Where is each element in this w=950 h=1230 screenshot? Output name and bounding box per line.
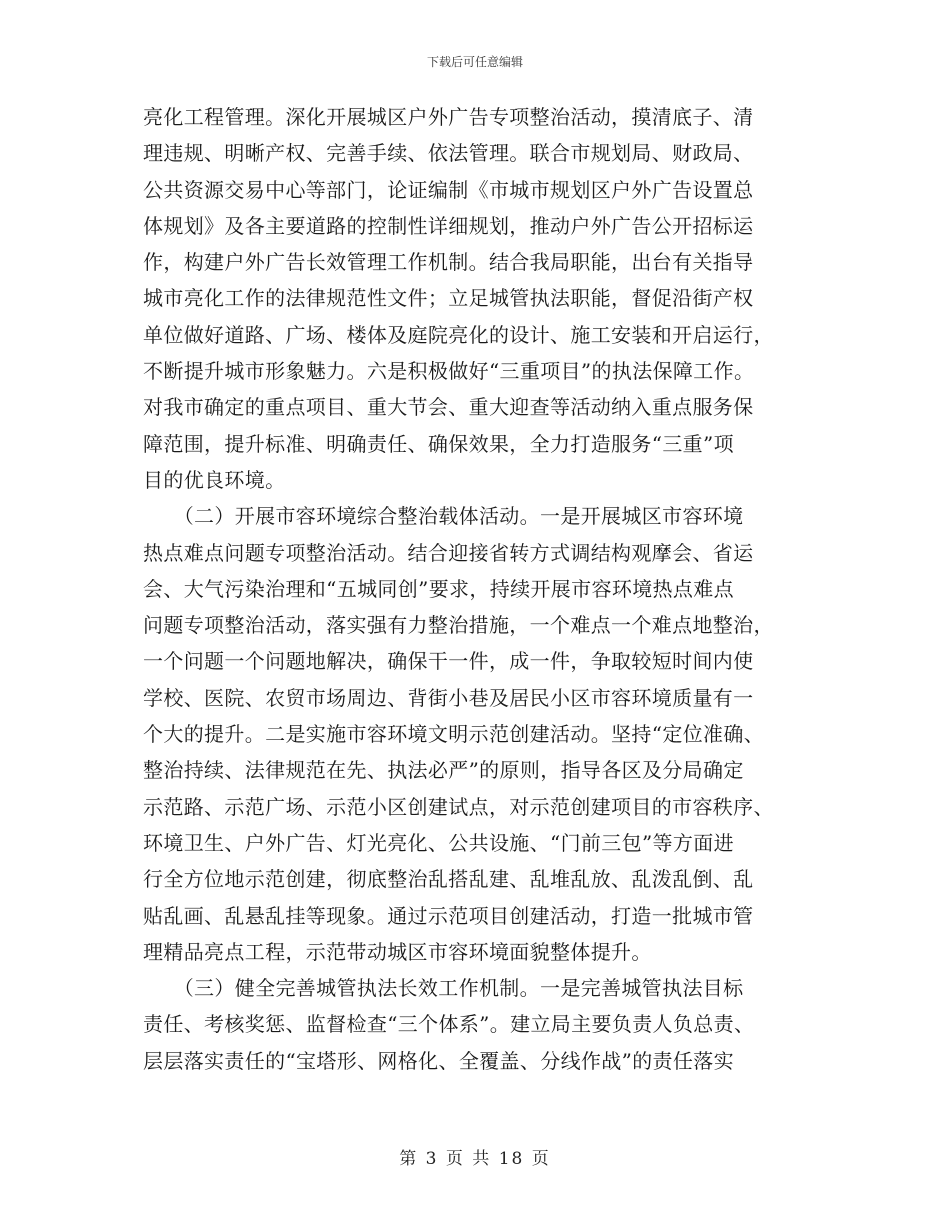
text-line: 单位做好道路、广场、楼体及庭院亮化的设计、施工安装和开启运行， <box>143 322 774 347</box>
text-line: 公共资源交易中心等部门，论证编制《市城市规划区户外广告设置总 <box>143 177 754 202</box>
paragraph-section-two <box>143 498 808 970</box>
text-line: 会、大气污染治理和“五城同创”要求，持续开展市容环境热点难点 <box>143 576 734 601</box>
text-line: 亮化工程管理。深化开展城区户外广告专项整治活动，摸清底子、清 <box>143 105 754 129</box>
text-line: 对我市确定的重点项目、重大节会、重大迎查等活动纳入重点服务保 <box>143 395 754 420</box>
text-line: 责任、考核奖惩、监督检查“三个体系”。建立局主要负责人负总责、 <box>143 1012 755 1037</box>
text-line: 热点难点问题专项整治活动。结合迎接省转方式调结构观摩会、省运 <box>143 540 754 565</box>
text-line: 学校、医院、农贸市场周边、背街小巷及居民小区市容环境质量有一 <box>143 685 754 710</box>
text-line: 整治持续、法律规范在先、执法必严”的原则，指导各区及分局确定 <box>143 758 744 783</box>
page-header-note: 下载后可任意编辑 <box>426 55 523 69</box>
text-line: 体规划》及各主要道路的控制性详细规划，推动户外广告公开招标运 <box>143 213 754 238</box>
text-line: （三）健全完善城管执法长效工作机制。一是完善城管执法目标 <box>143 976 744 1001</box>
text-line: 理精品亮点工程，示范带动城区市容环境面貌整体提升。 <box>143 939 652 964</box>
text-line: 环境卫生、户外广告、灯光亮化、公共设施、“门前三包”等方面进 <box>143 830 734 855</box>
paragraph-section-three <box>143 970 808 1079</box>
page-number: 第 3 页 共 18 页 <box>399 1149 551 1169</box>
text-line: 贴乱画、乱悬乱挂等现象。通过示范项目创建活动，打造一批城市管 <box>143 903 754 928</box>
text-line: 目的优良环境。 <box>143 467 286 492</box>
text-line: 行全方位地示范创建，彻底整治乱搭乱建、乱堆乱放、乱泼乱倒、乱 <box>143 867 754 892</box>
text-line: 障范围，提升标准、明确责任、确保效果，全力打造服务“三重”项 <box>143 431 734 456</box>
text-line: 城市亮化工作的法律规范性文件；立足城管执法职能，督促沿街产权 <box>143 286 754 311</box>
text-line: （二）开展市容环境综合整治载体活动。一是开展城区市容环境 <box>143 504 744 529</box>
text-line: 作，构建户外广告长效管理工作机制。结合我局职能，出台有关指导 <box>143 250 754 275</box>
text-line: 示范路、示范广场、示范小区创建试点，对示范创建项目的市容秩序、 <box>143 794 774 819</box>
text-line: 理违规、明晰产权、完善手续、依法管理。联合市规划局、财政局、 <box>143 141 754 166</box>
document-body <box>143 99 808 1079</box>
text-line: 问题专项整治活动，落实强有力整治措施，一个难点一个难点地整治， <box>143 613 774 638</box>
text-line: 个大的提升。二是实施市容环境文明示范创建活动。坚持“定位准确、 <box>143 722 765 747</box>
paragraph-lighting-management <box>143 99 808 498</box>
text-line: 层层落实责任的“宝塔形、网格化、全覆盖、分线作战”的责任落实 <box>143 1048 734 1073</box>
text-line: 一个问题一个问题地解决，确保干一件，成一件，争取较短时间内使 <box>143 649 754 674</box>
text-line: 不断提升城市形象魅力。六是积极做好“三重项目”的执法保障工作。 <box>143 359 755 384</box>
